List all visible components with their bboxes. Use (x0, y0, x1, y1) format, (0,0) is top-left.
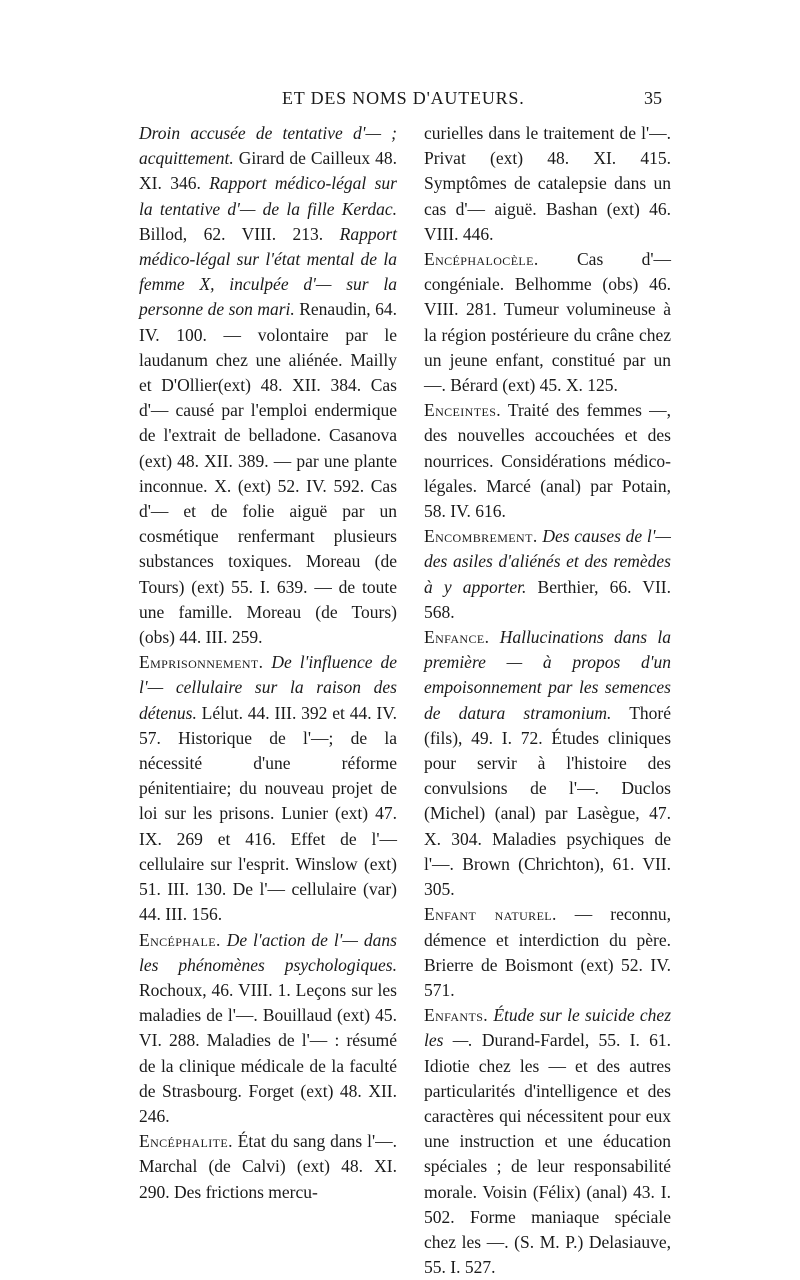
entry-heading: Emprisonnement. (139, 652, 264, 673)
entry-heading: Enceintes. (424, 400, 502, 421)
page-number: 35 (644, 88, 662, 108)
running-title: ET DES NOMS D'AUTEURS. (282, 88, 525, 108)
entry-text: Durand-Fardel, 55. I. 61. Idiotie chez les — et des autres particularités d'intelligence et des caractères qui nécessitent pour eux une instruction et une éducation spéciales ; de leur responsabilité morale. Voisin (Félix) (anal) 43. I. 502. Forme maniaque spéciale chez les —. (S. M. P.) Delasiauve, 55. I. 527. (424, 1030, 671, 1278)
entry-text: Rochoux, 46. VIII. 1. Leçons sur les maladies de l'—. Bouillaud (ext) 45. VI. 288. Maladies de l'— : résumé de la clinique médicale de la faculté de Strasbourg. Forget (ext) 48. XII. 246. (139, 979, 397, 1126)
entry-title-italic: Droin accusée de tentative d'— ; acquittement. (139, 123, 397, 169)
entry-title-italic: De l'action de l'— dans les phénomènes psychologiques. (139, 929, 397, 975)
entry-text: Cas d'— congéniale. Belhomme (obs) 46. VIII. 281. Tumeur volumineuse à la région postérieure du crâne chez un jeune enfant, constitué par un —. Bérard (ext) 45. X. 125. (424, 249, 671, 396)
entry-heading: Encéphalite. (139, 1131, 233, 1152)
entry-title-italic: Étude sur le suicide chez les —. (424, 1005, 671, 1051)
entry-title-italic: Des causes de l'— des asiles d'aliénés et des remèdes à y apporter. (424, 526, 671, 597)
entry-title-italic: Rapport médico-légal sur l'état mental de la femme X, inculpée d'— sur la personne de son mari. (139, 223, 397, 320)
entry-title-italic: Hallucinations dans la première — à propos d'un empoisonnement par les semences de datura stramonium. (424, 627, 671, 723)
index-entry (424, 121, 671, 247)
index-entry (139, 928, 397, 1130)
entry-text: Renaudin, 64. IV. 100. — volontaire par le laudanum chez une aliénée. Mailly et D'Ollier(ext) 48. XII. 384. Cas d'— causé par l'emploi endermique de l'extrait de belladone. Casanova (ext) 48. XII. 389. — par une plante inconnue. X. (ext) 52. IV. 592. Cas d'— et de folie aiguë par un cosmétique renfermant plusieurs substances toxiques. Moreau (de Tours) (ext) 55. I. 639. — de toute une famille. Moreau (de Tours) (obs) 44. III. 259. (139, 299, 398, 648)
entry-text: Berthier, 66. VII. 568. (424, 576, 671, 622)
running-header (0, 88, 800, 118)
entry-text: Thoré (fils), 49. I. 72. Études cliniques pour servir à l'histoire des convulsions de l'—. Duclos (Michel) (anal) par Lasègue, 47. X. 304. Maladies psychiques de l'—. Brown (Chrichton), 61. VII. 305. (424, 702, 672, 900)
entry-text: Lélut. 44. III. 392 et 44. IV. 57. Historique de l'—; de la nécessité d'une réforme pénitentiaire; du nouveau projet de loi sur les prisons. Lunier (ext) 47. IX. 269 et 416. Effet de l'— cellulaire sur l'esprit. Winslow (ext) 51. III. 130. De l'— cellulaire (var) 44. III. 156. (139, 702, 397, 925)
entry-heading: Encéphale. (139, 929, 221, 950)
index-entry (424, 524, 671, 625)
entry-heading: Encéphalocèle. (424, 249, 539, 270)
entry-heading: Encombrement. (424, 526, 538, 547)
entry-text: Billod, 62. VIII. 213. (139, 223, 340, 244)
index-entry (424, 902, 671, 1003)
entry-text: Girard de Cailleux 48. XI. 346. (139, 148, 397, 194)
index-entry (139, 650, 397, 927)
entry-text: État du sang dans l'—. Marchal (de Calvi) (ext) 48. XI. 290. Des frictions mercu- (139, 1131, 397, 1202)
index-entry (424, 1003, 671, 1280)
entry-title-italic: De l'influence de l'— cellulaire sur la raison des détenus. (139, 652, 397, 723)
entry-text: curielles dans le traitement de l'—. Privat (ext) 48. XI. 415. Symptômes de catalepsie dans un cas d'— aiguë. Bashan (ext) 46. VIII. 446. (424, 123, 671, 244)
right-column (424, 121, 671, 1280)
index-entry (139, 121, 397, 650)
left-column (139, 121, 397, 1205)
entry-heading: Enfance. (424, 627, 490, 648)
index-entry (424, 398, 671, 524)
entry-text: — reconnu, démence et interdiction du père. Brierre de Boismont (ext) 52. IV. 571. (424, 904, 671, 1000)
index-entry (424, 625, 671, 902)
entry-heading: Enfants. (424, 1005, 489, 1026)
entry-text: Traité des femmes —, des nouvelles accouchées et des nourrices. Considérations médico-légales. Marcé (anal) par Potain, 58. IV. 616. (424, 400, 671, 522)
entry-title-italic: Rapport médico-légal sur la tentative d'— de la fille Kerdac. (139, 173, 397, 219)
index-entry (139, 1129, 397, 1205)
index-entry (424, 247, 671, 398)
entry-heading: Enfant naturel. (424, 904, 557, 925)
